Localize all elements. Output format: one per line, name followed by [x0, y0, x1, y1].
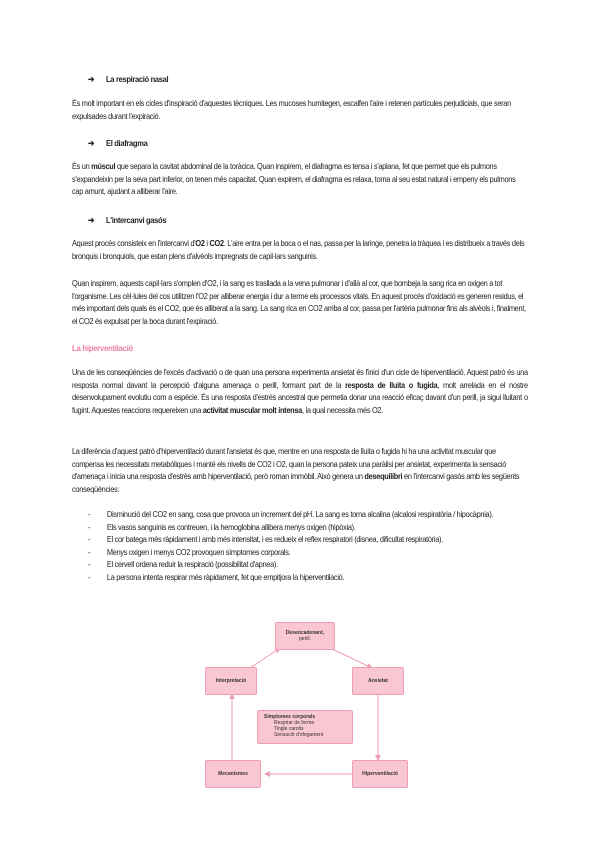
- symptom-list: [264, 720, 323, 738]
- arrow-icon: ➔: [88, 215, 95, 225]
- paragraph-hiperventilacio-1: Una de les conseqüències de l'excés d'activació o de quan una persona experimenta ansietat és l'inici d'un cicle de hiperventilació. Aquest patró és una resposta normal davant la percepció d'alguna amenaça o perill, formant part de la resposta de lluita o fugida, molt arrelada en el nostre desenvolupament evolutiu com a espècie. És una resposta d'estrès ancestral que permetia donar una reacció eficaç davant d'un perill, ja sigui lluitant o fugint. Aquestes reaccions requereixen una activitat muscular molt intensa, la qual necessita més O2.: [72, 367, 528, 415]
- node-simptomes-corporals: Símptomes corporals Respirar de forma Tingle carotis Sensació d'ofegament: [257, 710, 353, 744]
- consequences-list: [88, 508, 552, 584]
- paragraph-diafragma: És un múscul que separa la cavitat abdominal de la toràcica. Quan inspirem, el diafragma es tensa i s'aplana, fet que permet que els pulmons s'expandeixin per la seva part inferior, on tenen més capacitat. Quan expirem, el diafragma es relaxa, torna al seu estat natural i empeny els pulmons cap amunt, ajudant a alliberar l'aire.: [72, 161, 516, 197]
- section-title-hiperventilacio: La hiperventilació: [72, 343, 133, 353]
- list-item: - Els vasos sanguinis es contreuen, i la hemoglobina allibera menys oxigen (hipòxia).: [88, 521, 356, 532]
- list-item: - Menys oxigen i menys CO2 provoquen símptomes corporals.: [88, 546, 291, 557]
- arrow-top-to-right: [330, 648, 372, 668]
- list-item: - El cervell ordena reduir la respiració (possibilitat d'apnea).: [88, 559, 278, 570]
- node-interpretacio: Interpretació: [205, 667, 257, 695]
- list-item: Tingle carotis: [274, 726, 304, 732]
- list-item: - La persona intenta respirar més ràpidament, fet que empitjora la hiperventilació.: [88, 571, 345, 582]
- arrow-left-to-top: [250, 648, 280, 668]
- arrow-icon: ➔: [88, 138, 95, 148]
- arrow-icon: ➔: [88, 74, 95, 84]
- heading-diafragma: ➔ El diafragma: [88, 138, 148, 148]
- node-hiperventilacio: Hiperventilació: [352, 760, 408, 788]
- list-item: - Disminució del CO2 en sang, cosa que provoca un increment del pH. La sang es torna alcalina (alcalosi respiratòria / hipocàpnia).: [88, 509, 494, 519]
- node-desencadenant: Desencadenant, perill.: [275, 622, 335, 650]
- paragraph-intercanvi-1: Aquest procés consisteix en l'intercanvi d'O2 i CO2. L'aire entra per la boca o el nas, passa per la laringe, penetra la tràquea i es distribueix a través dels bronquis i bronquiols, que estan plens d'alvèols impregnats de capil·lars sanguinis.: [72, 238, 525, 261]
- paragraph-intercanvi-2: Quan inspirem, aquests capil·lars s'omplen d'O2, i la sang es trasllada a la vena pulmonar i d'allà al cor, que bombeja la sang rica en oxigen a tot l'organisme. Les cèl·lules del cos utilitzen l'O2 per alliberar energia i dur a terme els processos vitals. En aquest procés d'oxidació es generen residus, el més important dels quals és el CO2, que és alliberat a la sang. La sang rica en CO2 arriba al cor, passa per l'artèria pulmonar fins als alvèols i, finalment, el CO2 és expulsat per la boca durant l'expiració.: [72, 278, 526, 326]
- list-item: - El cor batega més ràpidament i amb més intensitat, i es redueix el reflex respiratori (disnea, dificultat respiratòria).: [88, 534, 443, 545]
- list-item: Sensació d'ofegament: [274, 732, 324, 738]
- heading-intercanvi-gasos: ➔ L'intercanvi gasós: [88, 215, 167, 225]
- list-item: Respirar de forma: [274, 720, 315, 726]
- paragraph-respiracio-nasal: És molt important en els cicles d'inspiració d'aquestes tècniques. Les mucoses humitegen, escalfen l'aire i retenen partícules perjudicials, que seran expulsades durant l'expiració.: [72, 98, 511, 121]
- node-mecanismes: Mecanismes: [205, 760, 261, 788]
- node-ansietat: Ansietat: [352, 667, 404, 695]
- heading-respiracio-nasal: ➔ La respiració nasal: [88, 74, 169, 84]
- paragraph-hiperventilacio-2: La diferència d'aquest patró d'hiperventilació durant l'ansietat és que, mentre en una resposta de lluita o fugida hi ha una activitat muscular que compensa les necessitats metabòliques i manté els nivells de CO2 i O2, quan la persona pateix una paràlisi per ansietat, experimenta la sensació d'amenaça i inicia una resposta d'estrès amb hiperventilació, però roman immòbil. Això genera un desequilibri en l'intercanvi gasós amb les següents conseqüències:: [72, 446, 520, 494]
